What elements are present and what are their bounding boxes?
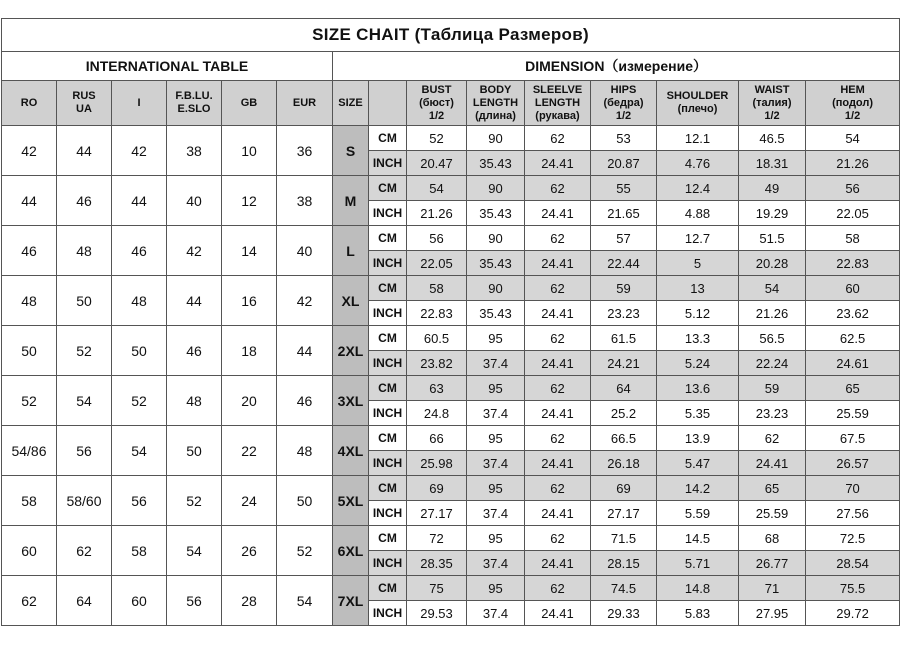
cm-value: 62.5	[806, 326, 900, 351]
intl-header: GB	[222, 81, 277, 126]
cm-value: 53	[591, 126, 657, 151]
inch-value: 24.41	[525, 451, 591, 476]
inch-value: 25.98	[407, 451, 467, 476]
intl-size-cell: 54	[57, 376, 112, 426]
inch-value: 28.54	[806, 551, 900, 576]
intl-size-cell: 56	[57, 426, 112, 476]
cm-value: 65	[806, 376, 900, 401]
cm-value: 56	[806, 176, 900, 201]
inch-value: 29.72	[806, 601, 900, 626]
inch-value: 24.41	[525, 301, 591, 326]
intl-size-cell: 48	[167, 376, 222, 426]
unit-cm-label: CM	[369, 526, 407, 551]
cm-value: 61.5	[591, 326, 657, 351]
cm-value: 75	[407, 576, 467, 601]
inch-value: 24.41	[739, 451, 806, 476]
intl-size-cell: 46	[2, 226, 57, 276]
unit-inch-label: INCH	[369, 351, 407, 376]
inch-value: 26.77	[739, 551, 806, 576]
intl-size-cell: 38	[277, 176, 333, 226]
unit-inch-label: INCH	[369, 551, 407, 576]
unit-cm-label: CM	[369, 326, 407, 351]
inch-value: 5	[657, 251, 739, 276]
cm-value: 72	[407, 526, 467, 551]
inch-value: 22.05	[407, 251, 467, 276]
intl-size-cell: 64	[57, 576, 112, 626]
cm-value: 60	[806, 276, 900, 301]
intl-size-cell: 48	[112, 276, 167, 326]
inch-value: 21.26	[407, 201, 467, 226]
intl-size-cell: 28	[222, 576, 277, 626]
cm-value: 62	[525, 226, 591, 251]
intl-header: F.B.LU. E.SLO	[167, 81, 222, 126]
inch-value: 23.82	[407, 351, 467, 376]
inch-value: 24.41	[525, 151, 591, 176]
intl-size-cell: 40	[167, 176, 222, 226]
unit-cm-label: CM	[369, 226, 407, 251]
size-label: 5XL	[333, 476, 369, 526]
table-row	[2, 276, 900, 301]
intl-size-cell: 44	[112, 176, 167, 226]
cm-value: 56.5	[739, 326, 806, 351]
cm-value: 14.2	[657, 476, 739, 501]
intl-size-cell: 46	[112, 226, 167, 276]
inch-value: 24.61	[806, 351, 900, 376]
inch-value: 28.35	[407, 551, 467, 576]
intl-size-cell: 16	[222, 276, 277, 326]
cm-value: 62	[525, 326, 591, 351]
intl-size-cell: 50	[57, 276, 112, 326]
inch-value: 37.4	[467, 501, 525, 526]
cm-value: 95	[467, 476, 525, 501]
intl-size-cell: 44	[57, 126, 112, 176]
inch-value: 5.59	[657, 501, 739, 526]
intl-size-cell: 26	[222, 526, 277, 576]
cm-value: 90	[467, 276, 525, 301]
cm-value: 68	[739, 526, 806, 551]
cm-value: 95	[467, 426, 525, 451]
cm-value: 55	[591, 176, 657, 201]
cm-value: 62	[525, 576, 591, 601]
inch-value: 24.21	[591, 351, 657, 376]
inch-value: 5.24	[657, 351, 739, 376]
cm-value: 13.9	[657, 426, 739, 451]
inch-value: 21.26	[739, 301, 806, 326]
cm-value: 66	[407, 426, 467, 451]
cm-value: 12.1	[657, 126, 739, 151]
inch-value: 18.31	[739, 151, 806, 176]
cm-value: 74.5	[591, 576, 657, 601]
intl-size-cell: 44	[167, 276, 222, 326]
intl-size-cell: 60	[112, 576, 167, 626]
size-header: SIZE	[333, 81, 369, 126]
inch-value: 27.95	[739, 601, 806, 626]
inch-value: 24.41	[525, 351, 591, 376]
intl-size-cell: 58	[112, 526, 167, 576]
cm-value: 62	[525, 276, 591, 301]
intl-size-cell: 60	[2, 526, 57, 576]
unit-inch-label: INCH	[369, 451, 407, 476]
unit-inch-label: INCH	[369, 151, 407, 176]
intl-size-cell: 42	[167, 226, 222, 276]
size-label: 3XL	[333, 376, 369, 426]
cm-value: 59	[739, 376, 806, 401]
intl-size-cell: 62	[2, 576, 57, 626]
intl-size-cell: 50	[112, 326, 167, 376]
inch-value: 35.43	[467, 151, 525, 176]
intl-size-cell: 50	[277, 476, 333, 526]
intl-size-cell: 46	[57, 176, 112, 226]
size-label: 2XL	[333, 326, 369, 376]
cm-value: 90	[467, 176, 525, 201]
cm-value: 52	[407, 126, 467, 151]
cm-value: 54	[407, 176, 467, 201]
unit-cm-label: CM	[369, 476, 407, 501]
cm-value: 90	[467, 226, 525, 251]
intl-size-cell: 42	[112, 126, 167, 176]
inch-value: 37.4	[467, 451, 525, 476]
cm-value: 64	[591, 376, 657, 401]
inch-value: 21.65	[591, 201, 657, 226]
size-label: XL	[333, 276, 369, 326]
cm-value: 54	[739, 276, 806, 301]
inch-value: 4.76	[657, 151, 739, 176]
intl-size-cell: 42	[277, 276, 333, 326]
inch-value: 23.62	[806, 301, 900, 326]
unit-inch-label: INCH	[369, 601, 407, 626]
intl-size-cell: 50	[167, 426, 222, 476]
inch-value: 24.41	[525, 551, 591, 576]
inch-value: 35.43	[467, 251, 525, 276]
intl-size-cell: 36	[277, 126, 333, 176]
cm-value: 57	[591, 226, 657, 251]
inch-value: 22.44	[591, 251, 657, 276]
cm-value: 62	[739, 426, 806, 451]
intl-size-cell: 48	[2, 276, 57, 326]
cm-value: 62	[525, 526, 591, 551]
inch-value: 37.4	[467, 401, 525, 426]
inch-value: 22.24	[739, 351, 806, 376]
dimension-header: SHOULDER (плечо)	[657, 81, 739, 126]
intl-size-cell: 20	[222, 376, 277, 426]
cm-value: 70	[806, 476, 900, 501]
intl-size-cell: 54	[277, 576, 333, 626]
unit-inch-label: INCH	[369, 401, 407, 426]
inch-value: 24.41	[525, 201, 591, 226]
cm-value: 62	[525, 176, 591, 201]
inch-value: 5.35	[657, 401, 739, 426]
size-chart-table	[1, 18, 900, 626]
inch-value: 21.26	[806, 151, 900, 176]
cm-value: 71.5	[591, 526, 657, 551]
inch-value: 19.29	[739, 201, 806, 226]
inch-value: 27.17	[591, 501, 657, 526]
intl-size-cell: 54	[167, 526, 222, 576]
cm-value: 14.5	[657, 526, 739, 551]
cm-value: 60.5	[407, 326, 467, 351]
intl-size-cell: 12	[222, 176, 277, 226]
intl-size-cell: 22	[222, 426, 277, 476]
intl-size-cell: 52	[2, 376, 57, 426]
intl-size-cell: 14	[222, 226, 277, 276]
cm-value: 75.5	[806, 576, 900, 601]
intl-size-cell: 44	[277, 326, 333, 376]
table-row	[2, 426, 900, 451]
cm-value: 59	[591, 276, 657, 301]
dimension-title: DIMENSION（измерение）	[333, 52, 900, 81]
table-row	[2, 126, 900, 151]
intl-size-cell: 58	[2, 476, 57, 526]
cm-value: 14.8	[657, 576, 739, 601]
intl-size-cell: 56	[167, 576, 222, 626]
unit-header	[369, 81, 407, 126]
unit-inch-label: INCH	[369, 301, 407, 326]
cm-value: 58	[806, 226, 900, 251]
size-label: L	[333, 226, 369, 276]
inch-value: 29.53	[407, 601, 467, 626]
unit-cm-label: CM	[369, 376, 407, 401]
cm-value: 62	[525, 376, 591, 401]
size-label: 6XL	[333, 526, 369, 576]
inch-value: 35.43	[467, 201, 525, 226]
intl-size-cell: 54	[112, 426, 167, 476]
inch-value: 25.2	[591, 401, 657, 426]
intl-header: RUS UA	[57, 81, 112, 126]
intl-header: I	[112, 81, 167, 126]
inch-value: 23.23	[591, 301, 657, 326]
intl-size-cell: 58/60	[57, 476, 112, 526]
dimension-header: HEM (подол) 1/2	[806, 81, 900, 126]
inch-value: 28.15	[591, 551, 657, 576]
intl-size-cell: 38	[167, 126, 222, 176]
intl-size-cell: 10	[222, 126, 277, 176]
unit-inch-label: INCH	[369, 501, 407, 526]
cm-value: 95	[467, 526, 525, 551]
cm-value: 66.5	[591, 426, 657, 451]
unit-cm-label: CM	[369, 576, 407, 601]
cm-value: 12.7	[657, 226, 739, 251]
inch-value: 4.88	[657, 201, 739, 226]
intl-size-cell: 18	[222, 326, 277, 376]
dimension-header: WAIST (талия) 1/2	[739, 81, 806, 126]
cm-value: 95	[467, 376, 525, 401]
intl-size-cell: 48	[57, 226, 112, 276]
dimension-header: BUST (бюст) 1/2	[407, 81, 467, 126]
inch-value: 20.28	[739, 251, 806, 276]
intl-size-cell: 42	[2, 126, 57, 176]
unit-cm-label: CM	[369, 126, 407, 151]
table-row	[2, 476, 900, 501]
intl-size-cell: 48	[277, 426, 333, 476]
inch-value: 24.41	[525, 401, 591, 426]
cm-value: 58	[407, 276, 467, 301]
intl-size-cell: 46	[277, 376, 333, 426]
intl-size-cell: 54/86	[2, 426, 57, 476]
intl-size-cell: 24	[222, 476, 277, 526]
table-row	[2, 176, 900, 201]
inch-value: 5.71	[657, 551, 739, 576]
inch-value: 27.17	[407, 501, 467, 526]
intl-size-cell: 52	[277, 526, 333, 576]
table-row	[2, 576, 900, 601]
unit-cm-label: CM	[369, 276, 407, 301]
unit-cm-label: CM	[369, 176, 407, 201]
cm-value: 62	[525, 126, 591, 151]
cm-value: 46.5	[739, 126, 806, 151]
inch-value: 29.33	[591, 601, 657, 626]
chart-title: SIZE CHAIT (Таблица Размеров)	[2, 19, 900, 52]
intl-size-cell: 62	[57, 526, 112, 576]
cm-value: 51.5	[739, 226, 806, 251]
cm-value: 90	[467, 126, 525, 151]
cm-value: 69	[407, 476, 467, 501]
inch-value: 25.59	[739, 501, 806, 526]
intl-size-cell: 52	[167, 476, 222, 526]
table-row	[2, 226, 900, 251]
inch-value: 20.87	[591, 151, 657, 176]
cm-value: 95	[467, 576, 525, 601]
cm-value: 49	[739, 176, 806, 201]
inch-value: 22.83	[806, 251, 900, 276]
inch-value: 5.83	[657, 601, 739, 626]
cm-value: 62	[525, 476, 591, 501]
inch-value: 22.83	[407, 301, 467, 326]
table-row	[2, 526, 900, 551]
cm-value: 13	[657, 276, 739, 301]
inch-value: 5.12	[657, 301, 739, 326]
unit-cm-label: CM	[369, 426, 407, 451]
table-row	[2, 376, 900, 401]
dimension-header: BODY LENGTH (длина)	[467, 81, 525, 126]
inch-value: 23.23	[739, 401, 806, 426]
inch-value: 22.05	[806, 201, 900, 226]
inch-value: 20.47	[407, 151, 467, 176]
cm-value: 56	[407, 226, 467, 251]
intl-size-cell: 46	[167, 326, 222, 376]
inch-value: 27.56	[806, 501, 900, 526]
inch-value: 24.41	[525, 501, 591, 526]
cm-value: 63	[407, 376, 467, 401]
intl-size-cell: 56	[112, 476, 167, 526]
intl-size-cell: 52	[57, 326, 112, 376]
intl-size-cell: 50	[2, 326, 57, 376]
intl-size-cell: 44	[2, 176, 57, 226]
cm-value: 71	[739, 576, 806, 601]
inch-value: 26.18	[591, 451, 657, 476]
inch-value: 25.59	[806, 401, 900, 426]
inch-value: 24.8	[407, 401, 467, 426]
dimension-header: HIPS (бедра) 1/2	[591, 81, 657, 126]
inch-value: 26.57	[806, 451, 900, 476]
size-label: M	[333, 176, 369, 226]
size-label: 4XL	[333, 426, 369, 476]
inch-value: 24.41	[525, 251, 591, 276]
cm-value: 69	[591, 476, 657, 501]
cm-value: 13.3	[657, 326, 739, 351]
cm-value: 12.4	[657, 176, 739, 201]
international-table-title: INTERNATIONAL TABLE	[2, 52, 333, 81]
unit-inch-label: INCH	[369, 251, 407, 276]
cm-value: 54	[806, 126, 900, 151]
table-row	[2, 326, 900, 351]
intl-header: EUR	[277, 81, 333, 126]
inch-value: 5.47	[657, 451, 739, 476]
inch-value: 24.41	[525, 601, 591, 626]
cm-value: 62	[525, 426, 591, 451]
intl-header: RO	[2, 81, 57, 126]
cm-value: 67.5	[806, 426, 900, 451]
intl-size-cell: 40	[277, 226, 333, 276]
cm-value: 72.5	[806, 526, 900, 551]
inch-value: 37.4	[467, 601, 525, 626]
size-label: S	[333, 126, 369, 176]
inch-value: 37.4	[467, 351, 525, 376]
inch-value: 37.4	[467, 551, 525, 576]
size-label: 7XL	[333, 576, 369, 626]
cm-value: 95	[467, 326, 525, 351]
inch-value: 35.43	[467, 301, 525, 326]
dimension-header: SLEELVE LENGTH (рукава)	[525, 81, 591, 126]
unit-inch-label: INCH	[369, 201, 407, 226]
cm-value: 13.6	[657, 376, 739, 401]
intl-size-cell: 52	[112, 376, 167, 426]
cm-value: 65	[739, 476, 806, 501]
